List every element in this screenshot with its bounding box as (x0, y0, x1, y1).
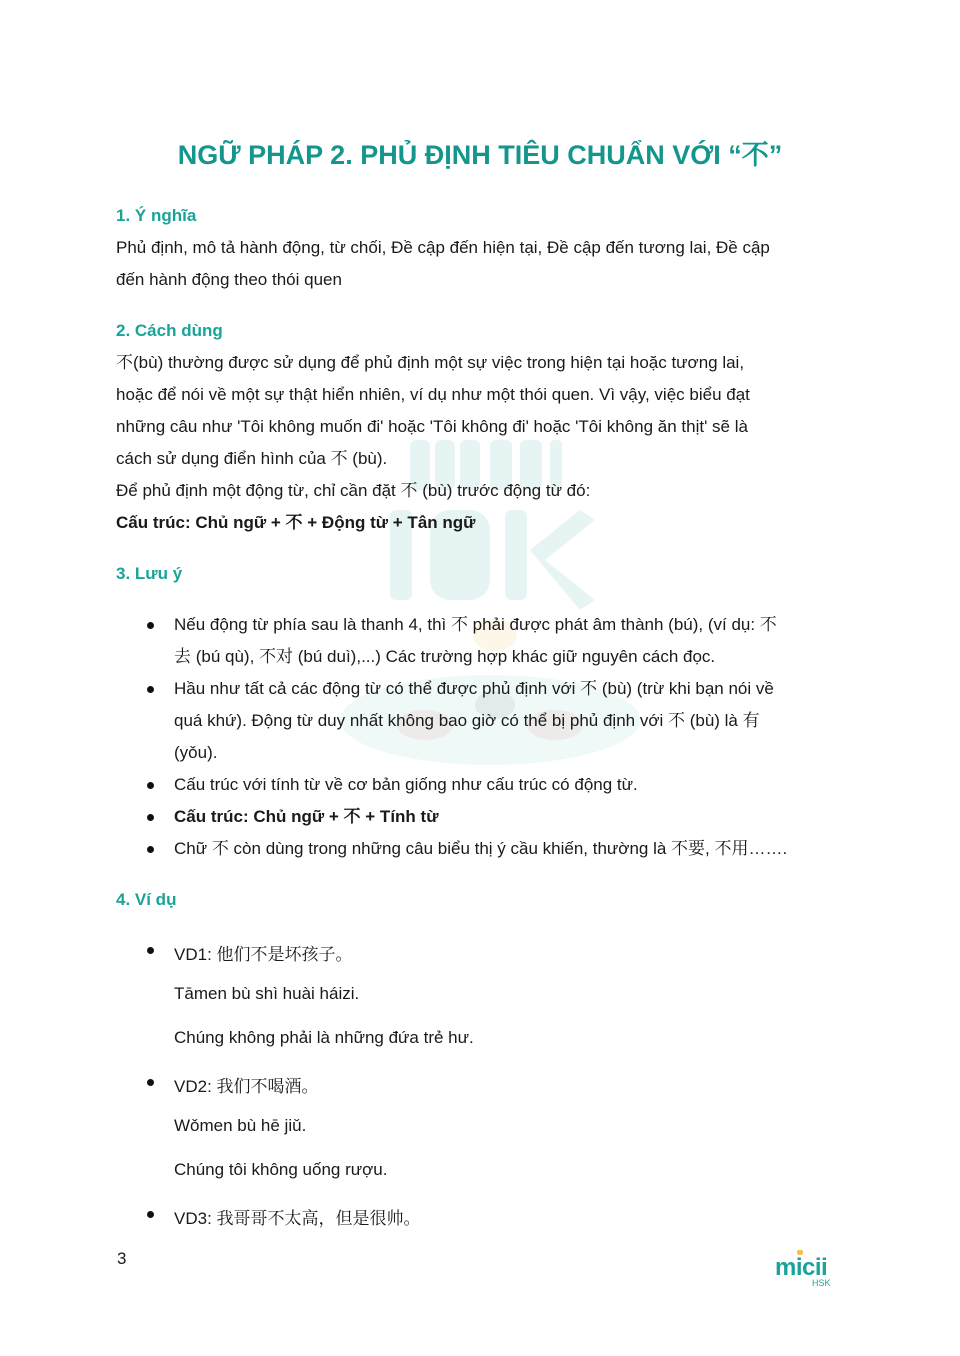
bullet-icon (147, 1079, 154, 1086)
text-line: đến hành động theo thói quen (116, 270, 342, 289)
text-line: hoặc để nói về một sự thật hiển nhiên, ví dụ như một thói quen. Vì vậy, việc biểu đạt (116, 385, 750, 404)
example-3-chinese: VD3: 我哥哥不太高，但是很帅。 (174, 1209, 421, 1228)
bullet-icon (147, 947, 154, 954)
page-title: NGỮ PHÁP 2. PHỦ ĐỊNH TIÊU CHUẨN VỚI “不” (177, 140, 783, 170)
section-heading-examples: 4. Ví dụ (116, 890, 177, 909)
bullet-icon (147, 782, 154, 789)
text-line: Hầu như tất cả các động từ có thể được phủ định với 不 (bù) (trừ khi bạn nói về (174, 679, 774, 698)
text-line: cách sử dụng điển hình của 不 (bù). (116, 449, 388, 468)
note-item (116, 673, 856, 769)
bullet-icon (147, 686, 154, 693)
text-line: quá khứ). Động từ duy nhất không bao giờ có thể bị phủ định với 不 (bù) là 有 (174, 711, 760, 730)
logo-text: micii (775, 1254, 828, 1281)
text-line: Phủ định, mô tả hành động, từ chối, Đề cập đến hiện tại, Đề cập đến tương lai, Đề cập (116, 238, 770, 257)
brand-logo (775, 1252, 837, 1292)
example-1-chinese: VD1: 他们不是坏孩子。 (174, 945, 353, 964)
note-item-structure (116, 801, 856, 833)
example-2-pinyin: Wǒmen bù hē jiǔ. (174, 1116, 307, 1135)
bullet-icon (147, 814, 154, 821)
example-2-chinese: VD2: 我们不喝酒。 (174, 1077, 319, 1096)
usage-paragraph (116, 347, 846, 539)
text-line: 去 (bú qù), 不对 (bú duì),...) Các trường hợp khác giữ nguyên cách đọc. (174, 647, 716, 666)
example-1-meaning: Chúng không phải là những đứa trẻ hư. (174, 1028, 474, 1047)
example-1-pinyin: Tāmen bù shì huài háizi. (174, 984, 360, 1003)
text-line: Chữ 不 còn dùng trong những câu biểu thị ý cầu khiến, thường là 不要, 不用……. (174, 839, 788, 858)
note-item (116, 833, 856, 865)
text-line: (yǒu). (174, 743, 218, 762)
text-line: Cấu trúc với tính từ về cơ bản giống như cấu trúc có động từ. (174, 775, 638, 794)
section-heading-meaning: 1. Ý nghĩa (116, 206, 197, 225)
logo-subtext: HSK (812, 1278, 831, 1288)
section-heading-notes: 3. Lưu ý (116, 564, 183, 583)
bullet-icon (147, 846, 154, 853)
meaning-paragraph (116, 232, 846, 296)
page-number: 3 (117, 1249, 127, 1268)
structure-formula: Cấu trúc: Chủ ngữ + 不 + Động từ + Tân ngữ (116, 513, 476, 532)
section-heading-usage: 2. Cách dùng (116, 321, 223, 340)
text-line: Để phủ định một động từ, chỉ cần đặt 不 (bù) trước động từ đó: (116, 481, 591, 500)
bullet-icon (147, 1211, 154, 1218)
bullet-icon (147, 622, 154, 629)
text-line: Cấu trúc: Chủ ngữ + 不 + Tính từ (174, 807, 439, 826)
note-item (116, 609, 856, 673)
text-line: những câu như 'Tôi không muốn đi' hoặc 'Tôi không đi' hoặc 'Tôi không ăn thịt' sẽ là (116, 417, 748, 436)
notes-list (116, 609, 856, 865)
example-2-meaning: Chúng tôi không uống rượu. (174, 1160, 388, 1179)
text-line: Nếu động từ phía sau là thanh 4, thì 不 phải được phát âm thành (bú), (ví dụ: 不 (174, 615, 777, 634)
text-line: 不(bù) thường được sử dụng để phủ định một sự việc trong hiện tại hoặc tương lai, (116, 353, 745, 372)
note-item (116, 769, 856, 801)
